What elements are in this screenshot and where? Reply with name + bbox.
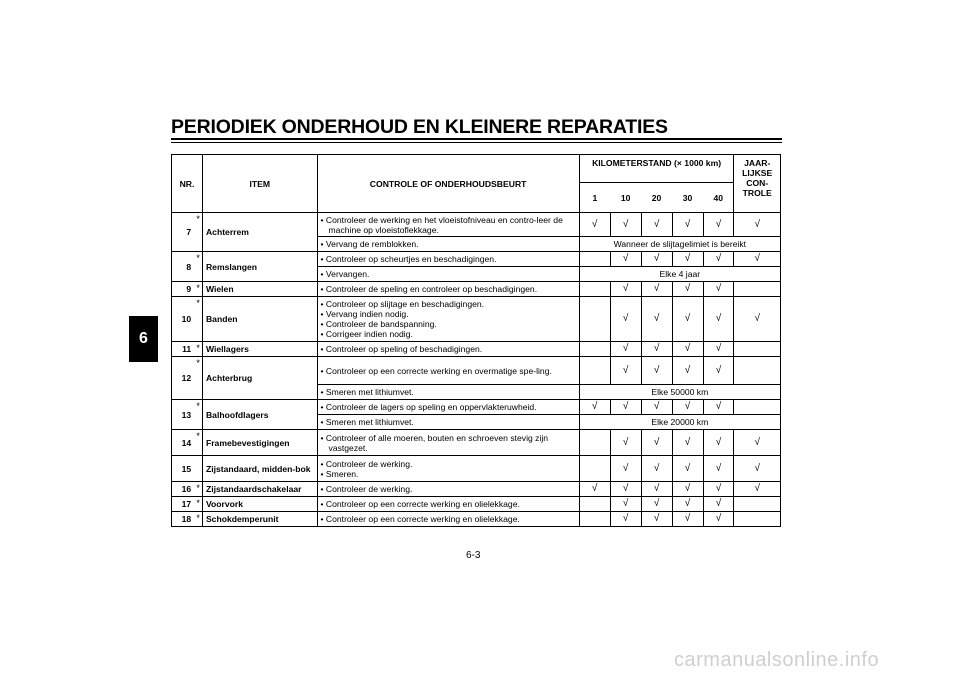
row-asterisk: * <box>194 512 202 527</box>
row-number: 8 <box>172 252 195 282</box>
check-mark: √ <box>703 400 734 415</box>
control-text: Controleer op slijtage en beschadigingen. <box>325 299 485 309</box>
control-item <box>321 459 576 469</box>
table-row <box>172 282 781 297</box>
check-mark: √ <box>734 252 781 267</box>
check-mark: √ <box>641 482 672 497</box>
empty-cell <box>734 282 781 297</box>
row-number: 15 <box>172 456 195 482</box>
row-number: 17 <box>172 497 195 512</box>
row-item: Zijstandaard, midden-bok <box>202 456 317 482</box>
chapter-tab: 6 <box>129 316 158 362</box>
table-row <box>172 252 781 267</box>
control-text: Controleer de bandspanning. <box>325 319 437 329</box>
check-mark: √ <box>703 456 734 482</box>
control-item <box>321 215 576 235</box>
check-mark: √ <box>641 297 672 342</box>
check-mark: √ <box>672 213 703 237</box>
header-item: ITEM <box>202 155 317 213</box>
empty-cell <box>734 400 781 415</box>
empty-cell <box>734 512 781 527</box>
control-text: Vervangen. <box>325 269 370 279</box>
check-mark: √ <box>610 456 641 482</box>
check-mark: √ <box>610 357 641 385</box>
check-mark: √ <box>641 497 672 512</box>
check-mark: √ <box>672 512 703 527</box>
table-body <box>172 213 781 527</box>
row-item: Voorvork <box>202 497 317 512</box>
control-text: Smeren met lithiumvet. <box>325 417 414 427</box>
check-mark: √ <box>641 456 672 482</box>
control-item <box>321 514 576 524</box>
header-km: KILOMETERSTAND (× 1000 km) <box>579 155 734 183</box>
control-item <box>321 433 576 453</box>
row-control <box>317 456 579 482</box>
table-row <box>172 497 781 512</box>
control-item <box>321 366 576 376</box>
row-asterisk: * <box>194 357 202 400</box>
check-mark: √ <box>641 400 672 415</box>
row-item: Wiellagers <box>202 342 317 357</box>
table-row <box>172 430 781 456</box>
bullet-glyph: • <box>320 458 324 469</box>
row-item: Achterbrug <box>202 357 317 400</box>
bullet-glyph: • <box>320 365 324 376</box>
control-item <box>321 484 576 494</box>
row-number: 12 <box>172 357 195 400</box>
check-mark: √ <box>734 297 781 342</box>
control-text: Controleer de werking en het vloeistofniveau en contro-leer de machine op vloeistoflekkage. <box>325 214 563 235</box>
empty-cell <box>579 252 610 267</box>
row-number: 16 <box>172 482 195 497</box>
bullet-glyph: • <box>320 499 324 509</box>
row-number: 9 <box>172 282 195 297</box>
bullet-glyph: • <box>320 214 324 225</box>
table-row <box>172 456 781 482</box>
row-item: Banden <box>202 297 317 342</box>
control-item <box>321 499 576 509</box>
control-item <box>321 329 576 339</box>
empty-cell <box>579 497 610 512</box>
row-number: 10 <box>172 297 195 342</box>
row-asterisk: * <box>194 282 202 297</box>
bullet-glyph: • <box>320 484 324 494</box>
check-mark: √ <box>641 213 672 237</box>
control-text: Controleer de werking. <box>325 484 413 494</box>
row-control <box>317 512 579 527</box>
row-number: 7 <box>172 213 195 252</box>
check-mark: √ <box>641 430 672 456</box>
check-mark: √ <box>703 357 734 385</box>
empty-cell <box>579 357 610 385</box>
check-mark: √ <box>610 400 641 415</box>
check-mark: √ <box>641 282 672 297</box>
check-mark: √ <box>641 252 672 267</box>
control-text: Vervang indien nodig. <box>325 309 409 319</box>
check-mark: √ <box>672 282 703 297</box>
bullet-glyph: • <box>320 432 324 443</box>
row-control <box>317 400 579 415</box>
check-mark: √ <box>734 430 781 456</box>
control-item <box>321 309 576 319</box>
check-mark: √ <box>610 497 641 512</box>
row-asterisk: * <box>194 430 202 456</box>
control-item <box>321 417 576 427</box>
row-control <box>317 497 579 512</box>
row-asterisk: * <box>194 252 202 282</box>
row-asterisk: * <box>194 482 202 497</box>
check-mark: √ <box>672 430 703 456</box>
check-mark: √ <box>672 482 703 497</box>
check-mark: √ <box>672 400 703 415</box>
check-mark: √ <box>610 297 641 342</box>
empty-cell <box>579 297 610 342</box>
interval-note: Elke 50000 km <box>579 385 780 400</box>
control-text: Controleer de werking. <box>325 458 413 469</box>
empty-cell <box>579 456 610 482</box>
check-mark: √ <box>641 357 672 385</box>
control-text: Smeren met lithiumvet. <box>325 387 414 397</box>
check-mark: √ <box>672 357 703 385</box>
row-control <box>317 282 579 297</box>
title-rule <box>171 138 782 140</box>
table-row <box>172 482 781 497</box>
check-mark: √ <box>703 482 734 497</box>
km-col-20: 20 <box>651 192 662 203</box>
check-mark: √ <box>610 213 641 237</box>
control-item <box>321 284 576 294</box>
row-control <box>317 267 579 282</box>
control-text: Controleer op scheurtjes en beschadigingen. <box>325 254 497 264</box>
empty-cell <box>734 342 781 357</box>
control-item <box>321 269 576 279</box>
row-number: 18 <box>172 512 195 527</box>
row-item: Schokdemperunit <box>202 512 317 527</box>
interval-note: Elke 20000 km <box>579 415 780 430</box>
control-text: Controleer of alle moeren, bouten en schroeven stevig zijn vastgezet. <box>325 432 549 453</box>
maintenance-table <box>171 154 781 527</box>
check-mark: √ <box>703 297 734 342</box>
check-mark: √ <box>703 252 734 267</box>
check-mark: √ <box>672 456 703 482</box>
bullet-glyph: • <box>320 299 324 309</box>
row-number: 13 <box>172 400 195 430</box>
row-item: Wielen <box>202 282 317 297</box>
row-number: 11 <box>172 342 195 357</box>
header-yearly: JAAR-LIJKSE CON-TROLE <box>734 155 781 213</box>
row-control <box>317 297 579 342</box>
row-asterisk: * <box>194 297 202 342</box>
row-control <box>317 482 579 497</box>
row-number: 14 <box>172 430 195 456</box>
control-item <box>321 239 576 249</box>
empty-cell <box>579 430 610 456</box>
check-mark: √ <box>672 252 703 267</box>
row-item: Balhoofdlagers <box>202 400 317 430</box>
check-mark: √ <box>641 512 672 527</box>
bullet-glyph: • <box>320 309 324 319</box>
row-item: Remslangen <box>202 252 317 282</box>
table-row <box>172 297 781 342</box>
km-col-10: 10 <box>620 192 631 203</box>
check-mark: √ <box>703 497 734 512</box>
row-asterisk: * <box>194 342 202 357</box>
row-asterisk: * <box>194 497 202 512</box>
control-item <box>321 299 576 309</box>
check-mark: √ <box>610 430 641 456</box>
bullet-glyph: • <box>320 387 324 397</box>
control-item <box>321 319 576 329</box>
control-item <box>321 469 576 479</box>
control-text: Vervang de remblokken. <box>325 239 419 249</box>
bullet-glyph: • <box>320 417 324 427</box>
control-text: Controleer op speling of beschadigingen. <box>325 344 483 354</box>
bullet-glyph: • <box>320 402 324 412</box>
empty-cell <box>579 342 610 357</box>
row-asterisk <box>194 456 202 482</box>
check-mark: √ <box>734 482 781 497</box>
row-control <box>317 237 579 252</box>
check-mark: √ <box>579 213 610 237</box>
row-control <box>317 213 579 237</box>
table-row <box>172 400 781 415</box>
watermark: carmanualsonline.info <box>674 649 880 671</box>
row-item: Achterrem <box>202 213 317 252</box>
km-col-1: 1 <box>592 192 598 203</box>
control-text: Controleer de speling en controleer op beschadigingen. <box>325 284 538 294</box>
table-row <box>172 357 781 385</box>
check-mark: √ <box>610 282 641 297</box>
check-mark: √ <box>641 342 672 357</box>
check-mark: √ <box>610 512 641 527</box>
row-item: Framebevestigingen <box>202 430 317 456</box>
row-asterisk: * <box>194 400 202 430</box>
check-mark: √ <box>579 482 610 497</box>
control-text: Controleer op een correcte werking en overmatige spe-ling. <box>325 365 552 376</box>
header-nr: NR. <box>172 155 203 213</box>
row-control <box>317 342 579 357</box>
control-item <box>321 402 576 412</box>
km-col-40: 40 <box>713 192 723 203</box>
control-text: Controleer de lagers op speling en oppervlakteruwheid. <box>325 402 537 412</box>
control-item <box>321 254 576 264</box>
check-mark: √ <box>579 400 610 415</box>
check-mark: √ <box>734 213 781 237</box>
row-asterisk: * <box>194 213 202 252</box>
row-item: Zijstandaardschakelaar <box>202 482 317 497</box>
bullet-glyph: • <box>320 284 324 294</box>
page-title: PERIODIEK ONDERHOUD EN KLEINERE REPARATIES <box>171 116 668 138</box>
row-control <box>317 415 579 430</box>
check-mark: √ <box>610 342 641 357</box>
page-number: 6-3 <box>466 550 481 561</box>
empty-cell <box>734 497 781 512</box>
control-text: Controleer op een correcte werking en olielekkage. <box>325 514 520 524</box>
bullet-glyph: • <box>320 269 324 279</box>
check-mark: √ <box>672 297 703 342</box>
empty-cell <box>579 512 610 527</box>
table-row <box>172 342 781 357</box>
row-control <box>317 385 579 400</box>
check-mark: √ <box>672 342 703 357</box>
check-mark: √ <box>703 282 734 297</box>
bullet-glyph: • <box>320 468 324 479</box>
check-mark: √ <box>610 252 641 267</box>
control-text: Corrigeer indien nodig. <box>325 329 413 339</box>
control-item <box>321 387 576 397</box>
km-col-30: 30 <box>682 192 693 203</box>
bullet-glyph: • <box>320 254 324 264</box>
control-text: Controleer op een correcte werking en olielekkage. <box>325 499 520 509</box>
check-mark: √ <box>610 482 641 497</box>
table-row <box>172 213 781 237</box>
bullet-glyph: • <box>320 514 324 524</box>
row-control <box>317 252 579 267</box>
interval-note: Wanneer de slijtagelimiet is bereikt <box>579 237 780 252</box>
check-mark: √ <box>703 342 734 357</box>
bullet-glyph: • <box>320 239 324 249</box>
control-item <box>321 344 576 354</box>
check-mark: √ <box>703 512 734 527</box>
title-rule-thin <box>171 142 782 143</box>
empty-cell <box>734 357 781 385</box>
check-mark: √ <box>734 456 781 482</box>
table-row <box>172 512 781 527</box>
check-mark: √ <box>703 430 734 456</box>
bullet-glyph: • <box>320 329 324 339</box>
check-mark: √ <box>672 497 703 512</box>
empty-cell <box>579 282 610 297</box>
interval-note: Elke 4 jaar <box>579 267 780 282</box>
control-text: Smeren. <box>325 468 359 479</box>
header-control: CONTROLE OF ONDERHOUDSBEURT <box>317 155 579 213</box>
row-control <box>317 357 579 385</box>
row-control <box>317 430 579 456</box>
bullet-glyph: • <box>320 319 324 329</box>
bullet-glyph: • <box>320 344 324 354</box>
check-mark: √ <box>703 213 734 237</box>
